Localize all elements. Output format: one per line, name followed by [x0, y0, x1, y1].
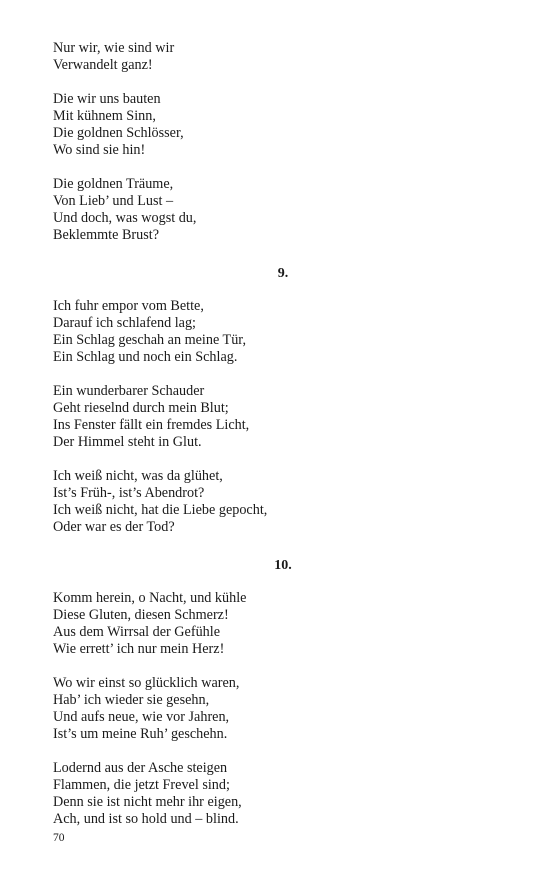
verse-line: Aus dem Wirrsal der Gefühle — [53, 624, 221, 641]
poem-number: 10. — [274, 558, 292, 574]
stanza — [53, 468, 513, 536]
verse-line: Darauf ich schlafend lag; — [53, 315, 196, 332]
verse-line: Ein wunderbarer Schauder — [53, 382, 205, 399]
poem — [53, 40, 513, 244]
verse-line: Ein Schlag und noch ein Schlag. — [53, 349, 238, 366]
stanza — [53, 675, 513, 743]
verse-line: Geht rieselnd durch mein Blut; — [53, 399, 229, 416]
stanza — [53, 176, 513, 244]
verse-line: Lodernd aus der Asche steigen — [53, 759, 228, 776]
verse-line: Wo wir einst so glücklich waren, — [53, 674, 240, 691]
stanza — [53, 383, 513, 451]
verse-line: Die goldnen Träume, — [53, 175, 174, 192]
stanza — [53, 590, 513, 658]
stanza — [53, 760, 513, 828]
page-body — [53, 40, 513, 828]
verse-line: Wie errett’ ich nur mein Herz! — [53, 641, 225, 658]
verse-line: Verwandelt ganz! — [53, 57, 153, 74]
stanza — [53, 91, 513, 159]
verse-line: Und aufs neue, wie vor Jahren, — [53, 709, 230, 726]
verse-line: Ach, und ist so hold und – blind. — [53, 811, 239, 828]
poem — [53, 557, 513, 828]
verse-line: Die goldnen Schlösser, — [53, 124, 184, 141]
verse-line: Ins Fenster fällt ein fremdes Licht, — [53, 417, 250, 433]
verse-line: Mit kühnem Sinn, — [53, 107, 156, 124]
verse-line: Und doch, was wogst du, — [53, 209, 197, 226]
verse-line: Komm herein, o Nacht, und kühle — [53, 590, 247, 607]
verse-line: Ist’s Früh-, ist’s Abendrot? — [53, 484, 205, 501]
verse-line: Wo sind sie hin! — [53, 141, 146, 158]
verse-line: Denn sie ist nicht mehr ihr eigen, — [53, 794, 242, 810]
verse-line: Hab’ ich wieder sie gesehn, — [53, 692, 210, 709]
verse-line: Ich weiß nicht, hat die Liebe gepocht, — [53, 501, 268, 518]
verse-line: Ein Schlag geschah an meine Tür, — [53, 332, 247, 349]
page-number: 70 — [53, 832, 65, 844]
verse-line: Der Himmel steht in Glut. — [53, 434, 202, 451]
verse-line: Nur wir, wie sind wir — [53, 40, 175, 56]
verse-line: Diese Gluten, diesen Schmerz! — [53, 607, 229, 624]
verse-line: Ist’s um meine Ruh’ geschehn. — [53, 726, 228, 743]
verse-line: Ich fuhr empor vom Bette, — [53, 297, 204, 314]
poem-number: 9. — [277, 265, 289, 281]
verse-line: Von Lieb’ und Lust – — [53, 192, 174, 209]
verse-line: Ich weiß nicht, was da glühet, — [53, 467, 223, 484]
verse-line: Beklemmte Brust? — [53, 226, 159, 243]
poem — [53, 265, 513, 536]
verse-line: Oder war es der Tod? — [53, 518, 175, 535]
verse-line: Die wir uns bauten — [53, 90, 161, 107]
stanza — [53, 40, 513, 74]
stanza — [53, 298, 513, 366]
verse-line: Flammen, die jetzt Frevel sind; — [53, 776, 230, 793]
